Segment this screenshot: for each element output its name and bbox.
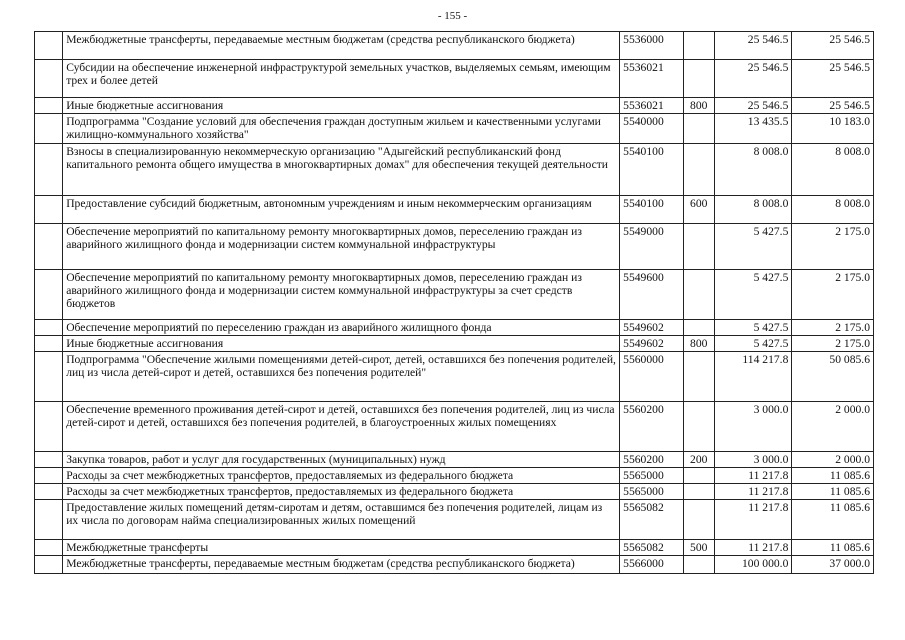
table-row bbox=[35, 352, 874, 402]
row-code-cell: 5565082 bbox=[620, 540, 683, 556]
row-amount1-cell: 11 217.8 bbox=[714, 500, 792, 540]
row-code-cell: 5540100 bbox=[620, 144, 683, 196]
row-type-cell bbox=[683, 352, 714, 402]
row-amount1-cell: 25 546.5 bbox=[714, 98, 792, 114]
row-marker-cell bbox=[35, 484, 63, 500]
row-amount1-cell: 3 000.0 bbox=[714, 452, 792, 468]
table-row bbox=[35, 196, 874, 224]
row-marker-cell bbox=[35, 196, 63, 224]
row-type-cell bbox=[683, 500, 714, 540]
row-marker-cell bbox=[35, 144, 63, 196]
row-type-cell bbox=[683, 60, 714, 98]
row-amount2-cell: 2 175.0 bbox=[792, 270, 874, 320]
row-code-cell: 5560200 bbox=[620, 402, 683, 452]
row-amount2-cell: 25 546.5 bbox=[792, 32, 874, 60]
row-amount2-cell: 2 175.0 bbox=[792, 336, 874, 352]
table-row bbox=[35, 402, 874, 452]
row-marker-cell bbox=[35, 402, 63, 452]
row-amount1-cell: 5 427.5 bbox=[714, 270, 792, 320]
row-type-cell bbox=[683, 114, 714, 144]
row-name-cell: Обеспечение мероприятий по капитальному ремонту многоквартирных домов, переселению граждан из аварийного жилищного фонда и модернизации систем коммунальной инфраструктуры bbox=[63, 224, 620, 270]
row-code-cell: 5560200 bbox=[620, 452, 683, 468]
row-marker-cell bbox=[35, 336, 63, 352]
row-marker-cell bbox=[35, 320, 63, 336]
row-amount2-cell: 11 085.6 bbox=[792, 540, 874, 556]
row-type-cell: 800 bbox=[683, 336, 714, 352]
row-code-cell: 5549602 bbox=[620, 336, 683, 352]
row-name-cell: Предоставление жилых помещений детям-сиротам и детям, оставшимся без попечения родителей, лицам из их числа по договорам найма специализированных жилых помещений bbox=[63, 500, 620, 540]
row-amount1-cell: 13 435.5 bbox=[714, 114, 792, 144]
row-type-cell bbox=[683, 402, 714, 452]
row-amount1-cell: 11 217.8 bbox=[714, 540, 792, 556]
row-type-cell bbox=[683, 144, 714, 196]
row-marker-cell bbox=[35, 540, 63, 556]
row-amount1-cell: 8 008.0 bbox=[714, 196, 792, 224]
row-name-cell: Взносы в специализированную некоммерческую организацию "Адыгейский республиканский фонд капитального ремонта общего имущества в многоквартирных домах" для обеспечения текущей деятельности bbox=[63, 144, 620, 196]
table-row bbox=[35, 114, 874, 144]
row-type-cell bbox=[683, 468, 714, 484]
row-code-cell: 5536000 bbox=[620, 32, 683, 60]
row-name-cell: Иные бюджетные ассигнования bbox=[63, 98, 620, 114]
table-row bbox=[35, 144, 874, 196]
row-name-cell: Расходы за счет межбюджетных трансфертов, предоставляемых из федерального бюджета bbox=[63, 468, 620, 484]
table-row bbox=[35, 484, 874, 500]
row-type-cell bbox=[683, 32, 714, 60]
row-marker-cell bbox=[35, 270, 63, 320]
row-name-cell: Обеспечение мероприятий по переселению граждан из аварийного жилищного фонда bbox=[63, 320, 620, 336]
row-marker-cell bbox=[35, 114, 63, 144]
row-marker-cell bbox=[35, 32, 63, 60]
row-amount2-cell: 37 000.0 bbox=[792, 556, 874, 574]
row-code-cell: 5565082 bbox=[620, 500, 683, 540]
row-amount1-cell: 3 000.0 bbox=[714, 402, 792, 452]
row-amount1-cell: 11 217.8 bbox=[714, 468, 792, 484]
row-marker-cell bbox=[35, 468, 63, 484]
row-type-cell bbox=[683, 270, 714, 320]
row-marker-cell bbox=[35, 352, 63, 402]
row-amount2-cell: 11 085.6 bbox=[792, 500, 874, 540]
row-amount1-cell: 5 427.5 bbox=[714, 224, 792, 270]
row-code-cell: 5549600 bbox=[620, 270, 683, 320]
row-code-cell: 5549000 bbox=[620, 224, 683, 270]
row-amount1-cell: 11 217.8 bbox=[714, 484, 792, 500]
row-type-cell: 200 bbox=[683, 452, 714, 468]
table-row bbox=[35, 500, 874, 540]
row-name-cell: Обеспечение временного проживания детей-сирот и детей, оставшихся без попечения родителей, лиц из числа детей-сирот и детей, оставшихся без попечения родителей, в благоустроенных жилых помещениях bbox=[63, 402, 620, 452]
table-row bbox=[35, 452, 874, 468]
row-marker-cell bbox=[35, 556, 63, 574]
row-amount1-cell: 25 546.5 bbox=[714, 32, 792, 60]
row-amount2-cell: 8 008.0 bbox=[792, 144, 874, 196]
table-row bbox=[35, 468, 874, 484]
row-type-cell bbox=[683, 224, 714, 270]
table-row bbox=[35, 270, 874, 320]
table-row bbox=[35, 556, 874, 574]
row-amount2-cell: 2 175.0 bbox=[792, 224, 874, 270]
row-amount1-cell: 114 217.8 bbox=[714, 352, 792, 402]
table-row bbox=[35, 32, 874, 60]
row-marker-cell bbox=[35, 224, 63, 270]
table-row bbox=[35, 320, 874, 336]
row-amount2-cell: 2 000.0 bbox=[792, 452, 874, 468]
table-row bbox=[35, 60, 874, 98]
row-code-cell: 5566000 bbox=[620, 556, 683, 574]
row-amount2-cell: 11 085.6 bbox=[792, 484, 874, 500]
row-type-cell: 500 bbox=[683, 540, 714, 556]
row-code-cell: 5565000 bbox=[620, 484, 683, 500]
row-type-cell bbox=[683, 320, 714, 336]
row-amount2-cell: 50 085.6 bbox=[792, 352, 874, 402]
row-code-cell: 5560000 bbox=[620, 352, 683, 402]
row-name-cell: Обеспечение мероприятий по капитальному ремонту многоквартирных домов, переселению граждан из аварийного жилищного фонда и модернизации систем коммунальной инфраструктуры за счет средств бюджетов bbox=[63, 270, 620, 320]
row-name-cell: Межбюджетные трансферты, передаваемые местным бюджетам (средства республиканского бюджета) bbox=[63, 32, 620, 60]
row-name-cell: Подпрограмма "Создание условий для обеспечения граждан доступным жильем и качественными услугами жилищно-коммунального хозяйства" bbox=[63, 114, 620, 144]
row-type-cell: 600 bbox=[683, 196, 714, 224]
row-amount2-cell: 8 008.0 bbox=[792, 196, 874, 224]
row-code-cell: 5540000 bbox=[620, 114, 683, 144]
row-marker-cell bbox=[35, 452, 63, 468]
row-type-cell bbox=[683, 484, 714, 500]
table-row bbox=[35, 224, 874, 270]
row-name-cell: Расходы за счет межбюджетных трансфертов, предоставляемых из федерального бюджета bbox=[63, 484, 620, 500]
row-amount2-cell: 25 546.5 bbox=[792, 60, 874, 98]
row-code-cell: 5540100 bbox=[620, 196, 683, 224]
table-row bbox=[35, 540, 874, 556]
row-amount1-cell: 25 546.5 bbox=[714, 60, 792, 98]
row-marker-cell bbox=[35, 500, 63, 540]
row-amount2-cell: 10 183.0 bbox=[792, 114, 874, 144]
row-type-cell: 800 bbox=[683, 98, 714, 114]
row-amount1-cell: 100 000.0 bbox=[714, 556, 792, 574]
row-name-cell: Межбюджетные трансферты, передаваемые местным бюджетам (средства республиканского бюджета) bbox=[63, 556, 620, 574]
row-name-cell: Иные бюджетные ассигнования bbox=[63, 336, 620, 352]
row-amount2-cell: 11 085.6 bbox=[792, 468, 874, 484]
row-name-cell: Подпрограмма "Обеспечение жилыми помещениями детей-сирот, детей, оставшихся без попечения родителей, лиц из числа детей-сирот и детей, оставшихся без попечения родителей" bbox=[63, 352, 620, 402]
row-name-cell: Закупка товаров, работ и услуг для государственных (муниципальных) нужд bbox=[63, 452, 620, 468]
row-code-cell: 5565000 bbox=[620, 468, 683, 484]
row-code-cell: 5549602 bbox=[620, 320, 683, 336]
row-amount1-cell: 5 427.5 bbox=[714, 320, 792, 336]
row-name-cell: Предоставление субсидий бюджетным, автономным учреждениям и иным некоммерческим организациям bbox=[63, 196, 620, 224]
row-name-cell: Субсидии на обеспечение инженерной инфраструктурой земельных участков, выделяемых семьям, имеющим трех и более детей bbox=[63, 60, 620, 98]
row-code-cell: 5536021 bbox=[620, 60, 683, 98]
row-amount2-cell: 25 546.5 bbox=[792, 98, 874, 114]
row-amount1-cell: 5 427.5 bbox=[714, 336, 792, 352]
table-row bbox=[35, 336, 874, 352]
row-amount2-cell: 2 175.0 bbox=[792, 320, 874, 336]
row-code-cell: 5536021 bbox=[620, 98, 683, 114]
budget-table-body bbox=[35, 32, 874, 574]
row-amount1-cell: 8 008.0 bbox=[714, 144, 792, 196]
budget-table bbox=[34, 31, 874, 574]
row-marker-cell bbox=[35, 98, 63, 114]
table-row bbox=[35, 98, 874, 114]
row-marker-cell bbox=[35, 60, 63, 98]
row-type-cell bbox=[683, 556, 714, 574]
row-amount2-cell: 2 000.0 bbox=[792, 402, 874, 452]
page-number: - 155 - bbox=[437, 10, 468, 22]
row-name-cell: Межбюджетные трансферты bbox=[63, 540, 620, 556]
